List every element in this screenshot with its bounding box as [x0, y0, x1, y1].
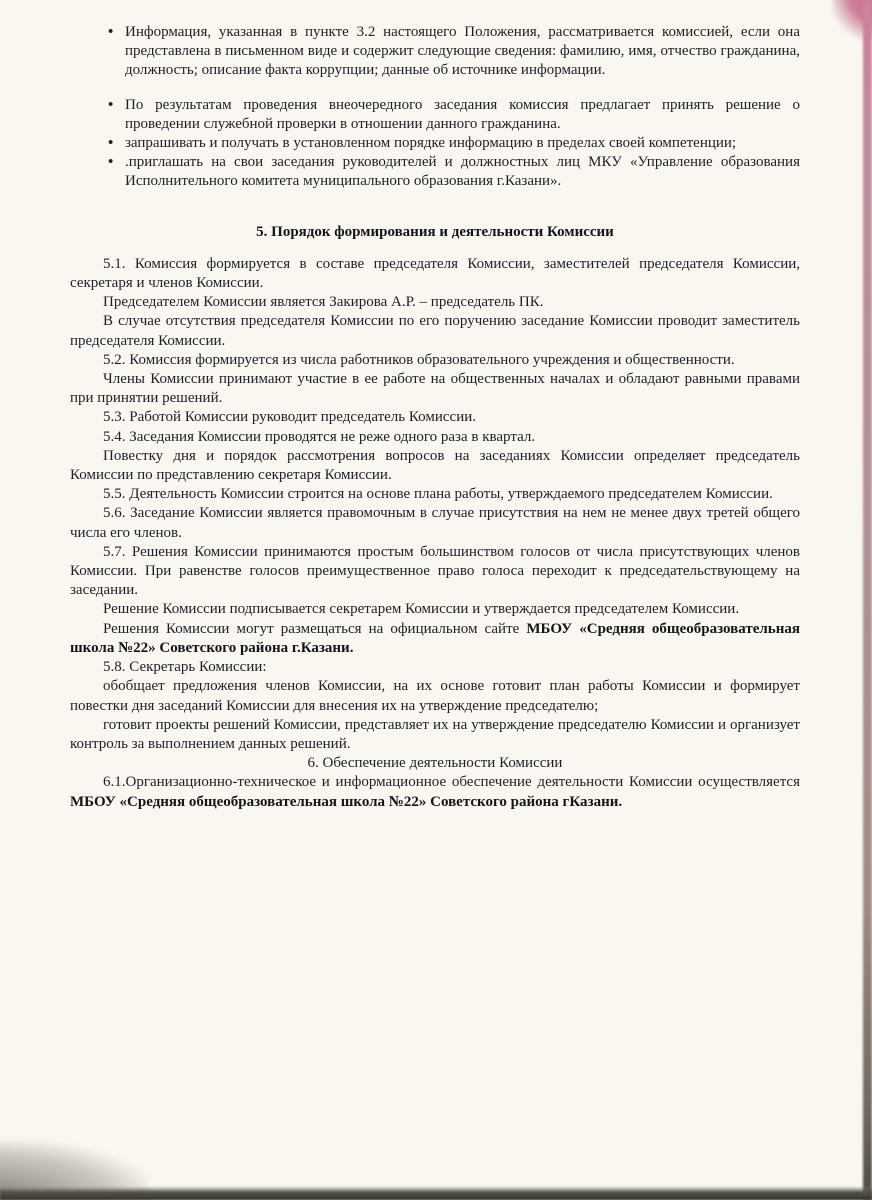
section-heading: 5. Порядок формирования и деятельности Комиссии — [256, 223, 614, 240]
text-run: Решение Комиссии подписывается секретарем Комиссии и утверждается председателем Комиссии. — [103, 601, 740, 618]
bullet-text — [125, 134, 800, 153]
bold-text-run: МБОУ «Средняя общеобразовательная школа №22» Советского района г.Казани. — [70, 620, 800, 656]
text-run: 5.5. Деятельность Комиссии строится на основе плана работы, утверждаемого председателем Комиссии. — [103, 486, 773, 503]
paragraph — [70, 504, 800, 542]
paragraph — [70, 408, 800, 427]
section-heading: 6. Обеспечение деятельности Комиссии — [307, 755, 563, 772]
text-run: Члены Комиссии принимают участие в ее работе на общественных началах и обладают равными правами при принятии решений. — [70, 371, 800, 407]
paragraph — [70, 773, 800, 811]
paragraph — [70, 543, 800, 601]
bullet-marker-icon: • — [108, 154, 114, 171]
text-run: Решения Комиссии могут размещаться на официальном сайте — [103, 620, 527, 637]
document-body — [70, 23, 800, 812]
text-run: По результатам проведения внеочередного заседания комиссия предлагает принять решение о проведении служебной проверки в отношении данного гражданина. — [125, 96, 800, 132]
text-run: 5.7. Решения Комиссии принимаются простым большинством голосов от числа присутствующих членов Комиссии. При равенстве голосов преимущественное право голоса переходит к председательствующему на заседании. — [70, 543, 800, 599]
paragraph — [70, 658, 800, 677]
text-run: 5.1. Комиссия формируется в составе председателя Комиссии, заместителей председателя Комиссии, секретаря и членов Комиссии. — [70, 255, 800, 292]
bullet-item — [70, 153, 800, 191]
text-run: 5.2. Комиссия формируется из числа работников образовательного учреждения и общественности. — [103, 351, 735, 368]
bullet-marker-icon: • — [108, 135, 114, 152]
text-run: В случае отсутствия председателя Комиссии по его поручению заседание Комиссии проводит заместитель председателя Комиссии. — [70, 313, 800, 349]
text-run: запрашивать и получать в установленном порядке информацию в пределах своей компетенции; — [125, 135, 737, 152]
text-run: Председателем Комиссии является Закирова А.Р. – председатель ПК. — [103, 294, 544, 311]
paragraph — [70, 312, 800, 350]
paragraph — [70, 293, 800, 312]
paragraph — [70, 428, 800, 447]
bold-text-run: МБОУ «Средняя общеобразовательная школа №22» Советского района гКазани. — [70, 793, 623, 810]
text-run: готовит проекты решений Комиссии, представляет их на утверждение председателю Комиссии и организует контроль за выполнением данных решений. — [70, 716, 800, 752]
paragraph — [70, 600, 800, 619]
bullet-marker-icon: • — [108, 24, 114, 40]
bullet-marker-icon: • — [108, 96, 114, 113]
text-run: 5.3. Работой Комиссии руководит председатель Комиссии. — [103, 409, 476, 426]
paragraph — [70, 485, 800, 504]
paragraph — [70, 716, 800, 754]
text-run: Информация, указанная в пункте 3.2 настоящего Положения, рассматривается комиссией, если она представлена в письменном виде и содержит следующие сведения: фамилию, имя, отчество гражданина, должность; описание факта коррупции; данные об источнике информации. — [125, 24, 800, 79]
bullet-text — [125, 153, 800, 191]
text-run: обобщает предложения членов Комиссии, на их основе готовит план работы Комиссии и формирует повестки дня заседаний Комиссии для внесения их на утверждение председателю; — [70, 678, 800, 714]
text-run: 5.4. Заседания Комиссии проводятся не реже одного раза в квартал. — [103, 428, 536, 445]
bullet-item — [70, 96, 800, 134]
paragraph — [70, 620, 800, 658]
bullet-item — [70, 23, 800, 81]
bullet-item — [70, 134, 800, 153]
text-run: Повестку дня и порядок рассмотрения вопросов на заседаниях Комиссии определяет председатель Комиссии по представлению секретаря Комиссии. — [70, 447, 800, 484]
text-run: 5.8. Секретарь Комиссии: — [103, 659, 267, 676]
paragraph — [70, 370, 800, 408]
text-run: 6.1.Организационно-техническое и информационное обеспечение деятельности Комиссии осуществляется — [103, 774, 800, 791]
paragraph — [70, 255, 800, 293]
bullet-text — [125, 23, 800, 81]
bullet-text — [125, 96, 800, 134]
paragraph — [70, 351, 800, 370]
paragraph — [70, 447, 800, 485]
text-run: 5.6. Заседание Комиссии является правомочным в случае присутствия на нем не менее двух третей общего числа его членов. — [70, 505, 800, 541]
text-run: .приглашать на свои заседания руководителей и должностных лиц МКУ «Управление образования Исполнительного комитета муниципального образования г.Казани». — [125, 154, 800, 190]
paragraph — [70, 677, 800, 715]
